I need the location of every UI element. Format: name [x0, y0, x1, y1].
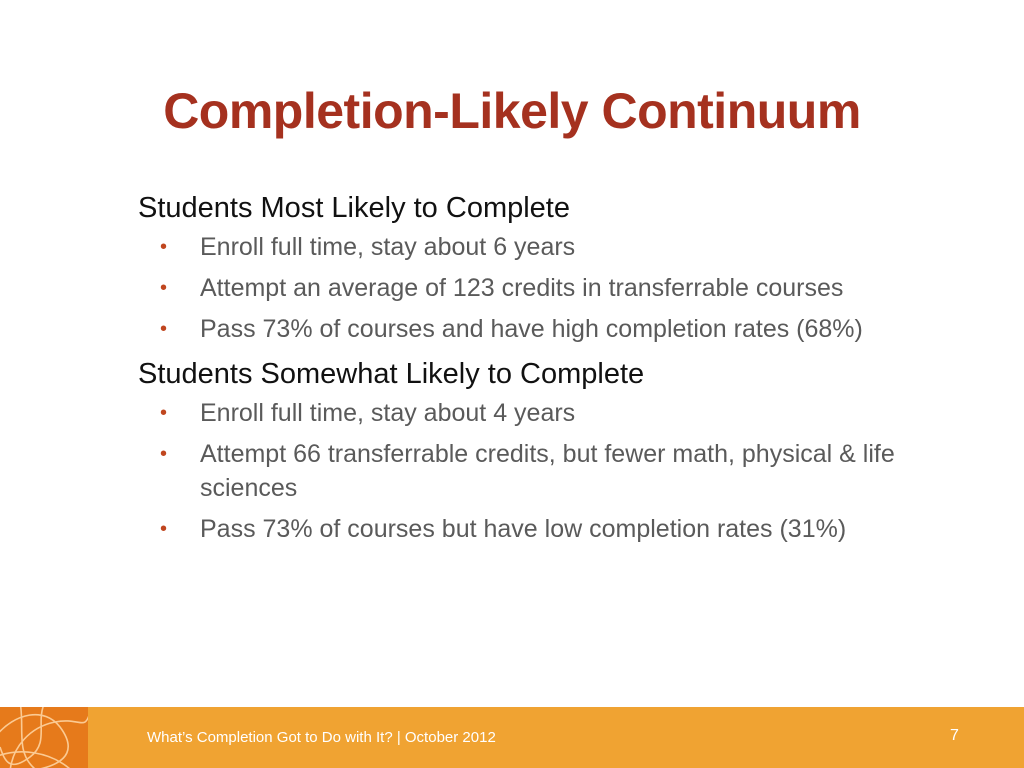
bullet-text: Enroll full time, stay about 4 years [200, 399, 576, 427]
section-heading-most-likely: Students Most Likely to Complete [138, 192, 570, 224]
bullet-text: Attempt 66 transferrable credits, but fewer math, physical & life sciences [200, 440, 895, 502]
bullet-icon: • [160, 402, 168, 424]
bullet-text: Pass 73% of courses but have low completion rates (31%) [200, 515, 847, 543]
bullet-list-most-likely [138, 230, 898, 346]
list-item [138, 512, 898, 546]
bullet-icon: • [160, 236, 168, 258]
logo-swirl-icon [0, 707, 88, 768]
slide-title: Completion-Likely Continuum [163, 83, 861, 139]
footer-text: What’s Completion Got to Do with It? | October 2012 [147, 729, 496, 746]
list-item [138, 312, 898, 346]
bullet-text: Enroll full time, stay about 6 years [200, 233, 576, 261]
bullet-icon: • [160, 518, 168, 540]
list-item [138, 437, 898, 505]
list-item [138, 271, 898, 305]
section-heading-somewhat-likely: Students Somewhat Likely to Complete [138, 358, 645, 390]
bullet-icon: • [160, 318, 168, 340]
logo-swirl-graphic [0, 707, 88, 768]
bullet-text: Attempt an average of 123 credits in transferrable courses [200, 274, 844, 302]
bullet-icon: • [160, 277, 168, 299]
page-number: 7 [950, 727, 959, 744]
bullet-text: Pass 73% of courses and have high completion rates (68%) [200, 315, 863, 343]
list-item [138, 230, 898, 264]
bullet-list-somewhat-likely [138, 396, 898, 546]
bullet-icon: • [160, 443, 168, 465]
slide-body [138, 190, 898, 553]
list-item [138, 396, 898, 430]
footer-bar [0, 707, 1024, 768]
